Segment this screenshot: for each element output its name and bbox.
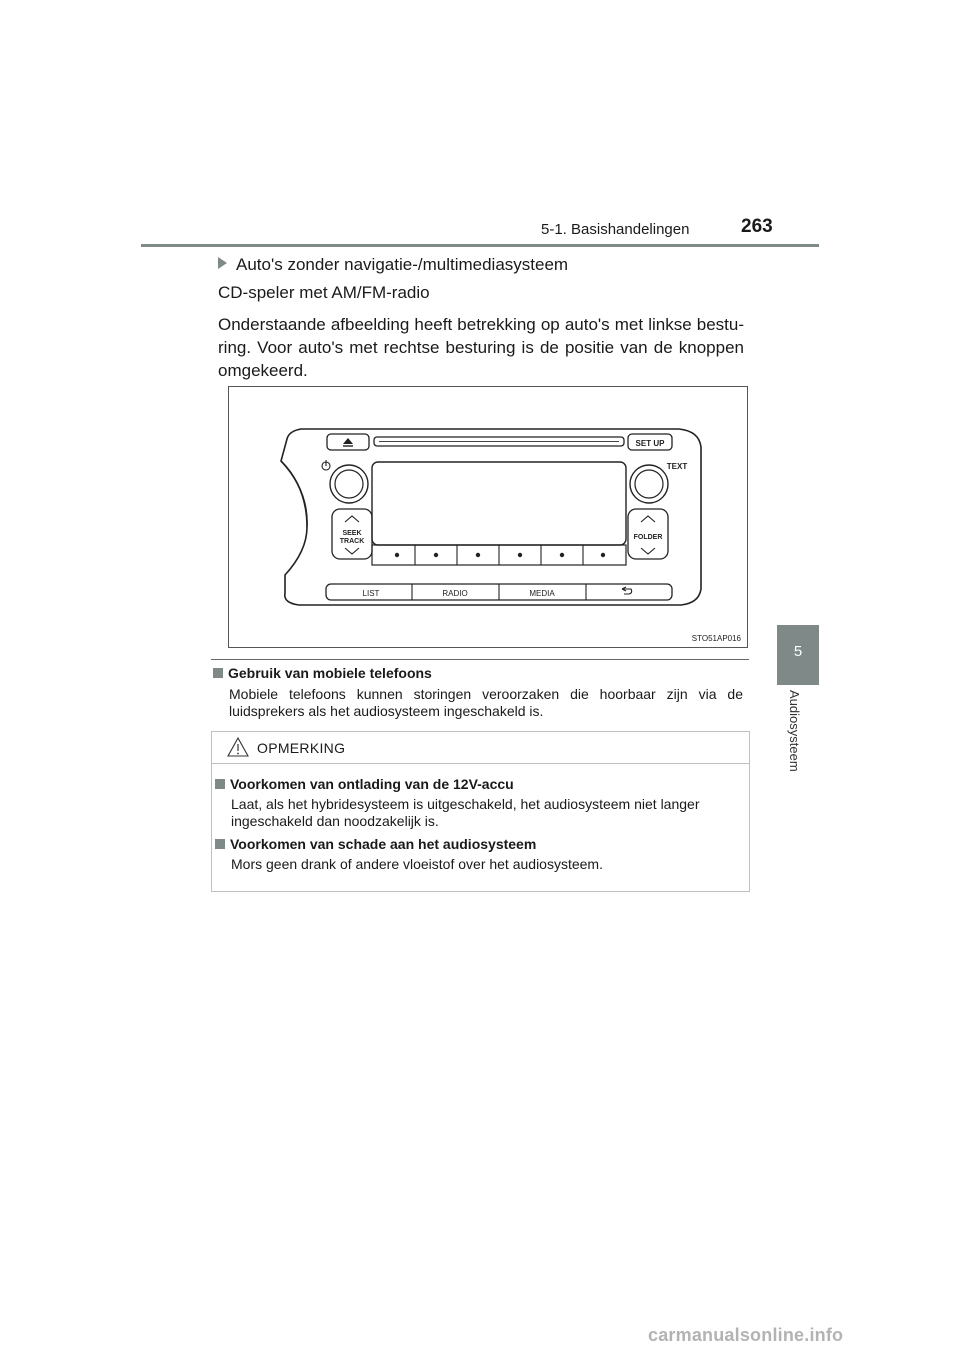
back-arrow-icon [622,587,632,594]
caution-item-heading-text: Voorkomen van ontlading van de 12V-accu [230,776,514,792]
warning-triangle-icon [226,736,250,758]
caution-item-heading [215,776,514,792]
section-title: 5-1. Basishandelingen [541,221,690,238]
setup-label: SET UP [635,439,665,448]
text-label: TEXT [666,462,688,471]
page-number: 263 [741,216,773,237]
radio-label: RADIO [442,589,468,598]
chapter-number: 5 [793,643,803,660]
media-label: MEDIA [529,589,555,598]
chapter-label [784,690,810,820]
chapter-label-text: Audiosysteem [787,690,802,772]
intro-paragraph: Onderstaande afbeelding heeft betrekking op auto's met linkse bestu-ring. Voor auto's met rechtse besturing is de positie van de knoppen omgekeerd. [218,315,744,380]
caution-item-body: Laat, als het hybridesysteem is uitgeschakeld, het audiosysteem niet langer ingeschakeld dan noodzakelijk is. [231,796,700,829]
square-bullet-icon [215,839,225,849]
bullet-heading-text: Auto's zonder navigatie-/multimediasysteem [236,255,569,274]
chapter-tab [777,625,819,685]
square-bullet-icon [215,779,225,789]
watermark: carmanualsonline.info [648,1325,844,1345]
caution-item-body: Mors geen drank of andere vloeistof over het audiosysteem. [231,856,603,872]
folder-label: FOLDER [633,534,663,541]
bullet-heading [218,255,568,275]
header-rule [141,244,819,247]
triangle-bullet-icon [218,257,227,269]
note-heading [213,665,432,681]
caution-divider [212,763,749,764]
radio-illustration [228,386,748,648]
square-bullet-icon [213,668,223,678]
radio-unit-drawing [229,387,747,647]
note-heading-text: Gebruik van mobiele telefoons [228,665,432,681]
seek-label: SEEK [342,530,362,537]
track-label: TRACK [339,538,365,545]
list-label: LIST [362,589,380,598]
caution-box [211,731,750,892]
caution-item-heading [215,836,536,852]
figure-rule [211,659,749,660]
caution-title: OPMERKING [257,740,346,756]
note-body: Mobiele telefoons kunnen storingen veroorzaken die hoorbaar zijn via de luidsprekers als het audiosysteem ingeschakeld is. [229,686,743,719]
figure-code: STO51AP016 [691,634,741,643]
intro-line: CD-speler met AM/FM-radio [218,283,430,302]
caution-item-heading-text: Voorkomen van schade aan het audiosysteem [230,836,537,852]
